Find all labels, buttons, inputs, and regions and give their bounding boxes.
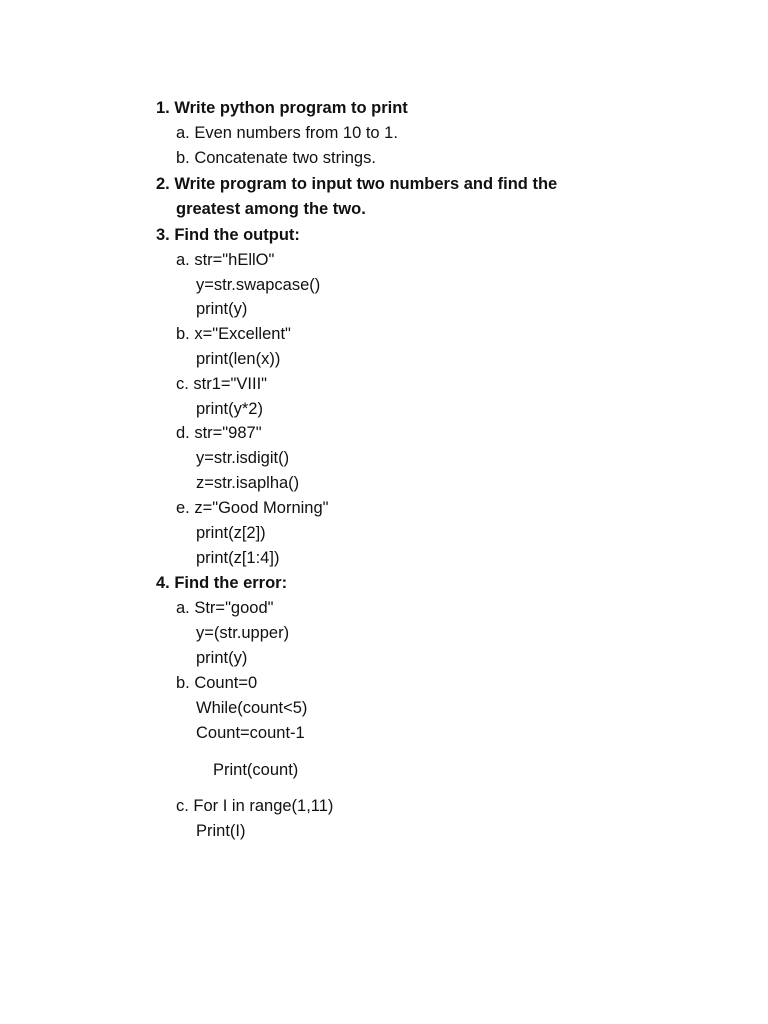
question-3c-line: c. str1="VIII" [176,375,268,393]
question-1-title: 1. Write python program to print [156,99,408,117]
question-4b-line: While(count<5) [196,699,308,717]
question-1a: a. Even numbers from 10 to 1. [176,124,398,142]
question-4b-line: Count=count-1 [196,724,305,742]
question-2-title-line2: greatest among the two. [176,200,366,218]
question-4b-line: b. Count=0 [176,674,258,692]
question-3e-line: print(z[2]) [196,524,266,542]
question-4c-line: Print(I) [196,822,246,840]
question-3c-line: print(y*2) [196,400,263,418]
question-4c-line: c. For I in range(1,11) [176,797,334,815]
question-3d-line: y=str.isdigit() [196,449,290,467]
question-2-title-line1: 2. Write program to input two numbers and find the [156,175,558,193]
question-3a-line: a. str="hEllO" [176,251,275,269]
question-3e-line: e. z="Good Morning" [176,499,329,517]
question-4b-line: Print(count) [213,761,299,779]
question-3d-line: z=str.isaplha() [196,474,300,492]
question-1b: b. Concatenate two strings. [176,149,376,167]
question-4-title: 4. Find the error: [156,574,288,592]
question-3-title: 3. Find the output: [156,226,300,244]
question-4a-line: print(y) [196,649,248,667]
question-3b-line: b. x="Excellent" [176,325,291,343]
question-3d-line: d. str="987" [176,424,262,442]
question-4a-line: a. Str="good" [176,599,274,617]
question-3a-line: y=str.swapcase() [196,276,321,294]
question-3a-line: print(y) [196,300,248,318]
question-4a-line: y=(str.upper) [196,624,290,642]
question-3e-line: print(z[1:4]) [196,549,280,567]
question-3b-line: print(len(x)) [196,350,281,368]
